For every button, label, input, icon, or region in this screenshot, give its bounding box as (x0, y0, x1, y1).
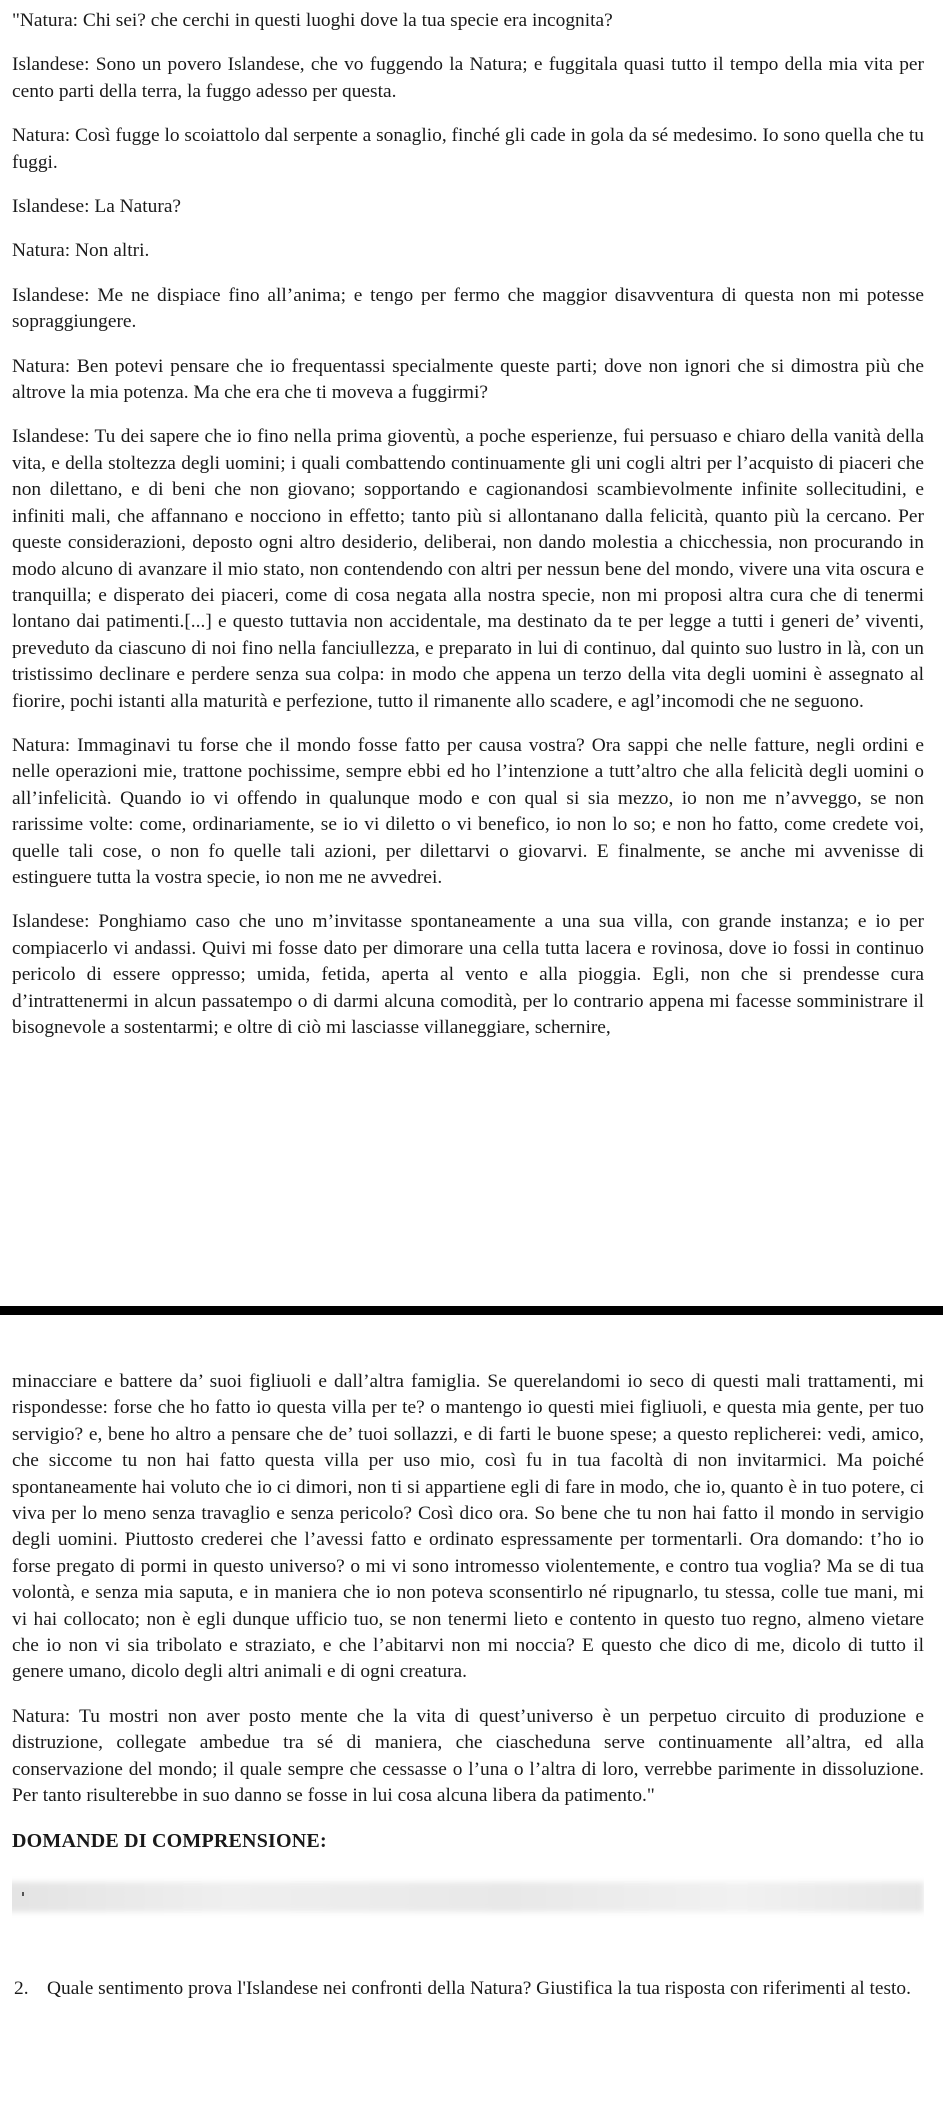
question-number: 2. (14, 1977, 29, 1999)
paragraph: Natura: Non altri. (12, 240, 150, 262)
paragraph: "Natura: Chi sei? che cerchi in questi luoghi dove la tua specie era incognita? (12, 10, 613, 31)
dialogue-text (0, 0, 924, 1041)
paragraph: Natura: Ben potevi pensare che io frequentassi specialmente queste parti; dove non ignori che si dimostra più che altrove la mia potenza. Ma che era che ti moveva a fuggirmi? (12, 355, 924, 404)
question-text: Quale sentimento prova l'Islandese nei confronti della Natura? Giustifica la tua risposta con riferimenti al testo. (47, 1977, 911, 1999)
paragraph: Natura: Immaginavi tu forse che il mondo fosse fatto per causa vostra? Ora sappi che nelle fatture, negli ordini e nelle operazioni mie, trattone pochissime, sempre ebbi ed ho l’intenzione a tutt’altro che alla felicità degli uomini o all’infelicità. Quando io vi offendo in qualunque modo e con qual si sia mezzo, io non me n’avveggo, se non rarissime volte: come, ordinariamente, se io vi diletto o vi benefico, io non lo so; e non ho fatto, come credete voi, quelle tali cose, o non fo quelle tali azioni, per dilettarvi o giovarvi. E finalmente, se anche mi avvenisse di estinguere tutta la vostra specie, io non me ne avvedrei. (12, 734, 924, 888)
page-bottom (0, 1316, 943, 2109)
blur-bar (12, 1882, 924, 1912)
paragraph: Natura: Tu mostri non aver posto mente che la vita di quest’universo è un perpetuo circuito di produzione e distruzione, collegate ambedue tra sé di maniera, che ciascheduna serve continuamente all’altra, ed alla conservazione del mondo; il quale sempre che cessasse o l’una o l’altra di loro, verrebbe parimente in dissoluzione. Per tanto risulterebbe in suo danno se fosse in lui cosa alcuna libera da patimento." (12, 1705, 924, 1807)
paragraph: Islandese: Tu dei sapere che io fino nella prima gioventù, a poche esperienze, fui persuaso e chiaro della vanità della vita, e della stoltezza degli uomini; i quali combattendo continuamente gli uni cogli altri per l’acquisto di piaceri che non dilettano, e di beni che non giovano; sopportando e cagionandosi scambievolmente infinite sollecitudini, e infiniti mali, che affannano e nocciono in effetto; tanto più si allontanano dalla felicità, quanto più la cercano. Per queste considerazioni, deposto ogni altro desiderio, deliberai, non dando molestia a chicchessia, non procurando in modo alcuno di avanzare il mio stato, non contendendo con altri per nessun bene del mondo, vivere una vita oscura e tranquilla; e disperato dei piaceri, come di cosa negata alla nostra specie, non mi proposi altra cura che di tenermi lontano dai patimenti.[...] e questo tuttavia non accidentale, ma destinato da te per legge a tutti i generi de’ viventi, preveduto da ciascuno di noi fino nella fanciullezza, e preparato in lui di continuo, dal quinto suo lustro in là, con un tristissimo declinare e perdere senza sua colpa: in modo che appena un terzo della vita degli uomini è assegnato al fiorire, pochi istanti alla maturità e perfezione, tutto il rimanente allo scadere, e agl’incomodi che ne seguono. (12, 426, 924, 712)
paragraph: Islandese: La Natura? (12, 196, 182, 218)
question-item (12, 1976, 924, 2002)
paragraph: Islandese: Me ne dispiace fino all’anima; e tengo per fermo che maggior disavventura di questa non mi potesse sopraggiungere. (12, 284, 924, 333)
blur-mark (22, 1892, 24, 1896)
page-break-divider (0, 1306, 943, 1315)
redacted-question (12, 1868, 924, 1932)
paragraph: Natura: Così fugge lo scoiattolo dal serpente a sonaglio, finché gli cade in gola da sé medesimo. Io sono quella che tu fuggi. (12, 125, 924, 173)
paragraph: minacciare e battere da’ suoi figliuoli e dall’altra famiglia. Se querelandomi io seco di questi mali trattamenti, mi rispondesse: forse che ho fatto io questa villa per te? o mantengo io questi miei figliuoli, e questa mia gente, per tuo servigio? e, bene ho altro a pensare che de’ tuoi sollazzi, e di farti le buone spese; a questo replicherei: vedi, amico, che siccome tu non hai fatto questa villa per uso mio, così fu in tua facoltà di non invitarmici. Ma poiché spontaneamente hai voluto che io ci dimori, non ti si appartiene egli di fare in modo, che io, quanto è in tuo potere, ci viva per lo meno senza travaglio e senza pericolo? Così dico ora. So bene che tu non hai fatto il mondo in servigio degli uomini. Piuttosto crederei che l’avessi fatto e ordinato espressamente per tormentarli. Ora domando: t’ho io forse pregato di pormi in questo universo? o mi vi sono intromesso violentemente, e contro tua voglia? Ma se di tua volontà, e senza mia saputa, e in maniera che io non poteva sconsentirlo né ripugnarlo, tu stessa, colle tue mani, mi vi hai collocato; non è egli dunque ufficio tuo, se non tenermi lieto e contento in questo tuo regno, almeno vietare che io non vi sia tribolato e straziato, e che l’abitarvi non mi noccia? E questo che dico di me, dicolo di tutto il genere umano, dicolo degli altri animali e di ogni creatura. (12, 1371, 924, 1683)
section-heading: DOMANDE DI COMPRENSIONE: (12, 1829, 327, 1852)
paragraph: Islandese: Sono un povero Islandese, che vo fuggendo la Natura; e fuggitala quasi tutto il tempo della mia vita per cento parti della terra, la fuggo adesso per questa. (12, 54, 924, 102)
paragraph: Islandese: Ponghiamo caso che uno m’invitasse spontaneamente a una sua villa, con grande instanza; e io per compiacerlo vi andassi. Quivi mi fosse dato per dimorare una cella tutta lacera e rovinosa, dove io fossi in continuo pericolo di essere oppresso; umida, fetida, aperta al vento e alla pioggia. Egli, non che si prendesse cura d’intrattenermi in alcun passatempo o di darmi alcuna comodità, per lo contrario appena mi facesse somministrare il bisognevole a sostentarmi; e oltre di ciò mi lasciasse villaneggiare, schernire, (12, 911, 924, 1038)
dialogue-text-continued (0, 1316, 924, 2002)
